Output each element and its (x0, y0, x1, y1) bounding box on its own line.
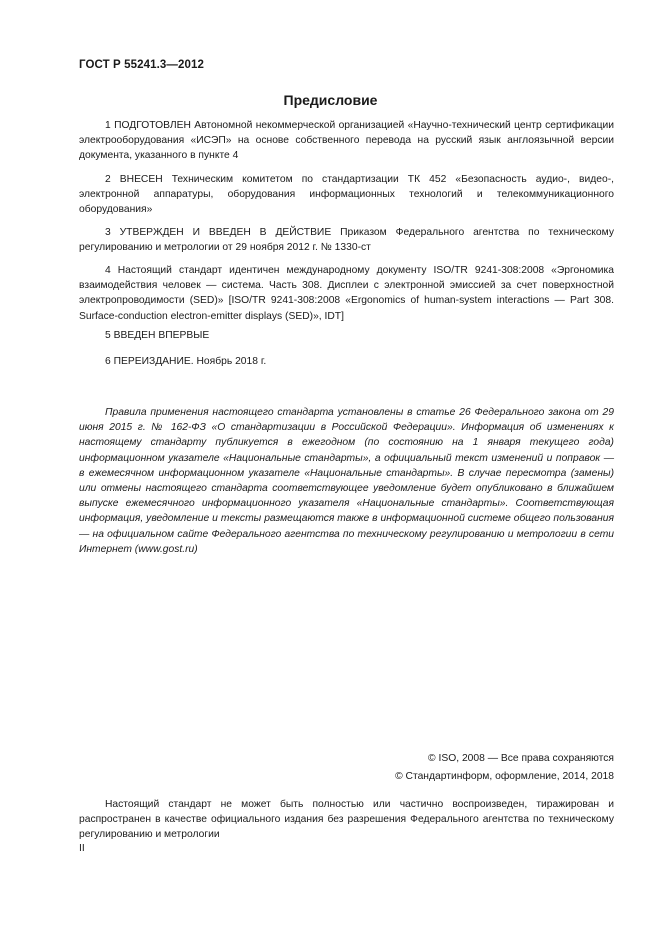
legal-notice: Правила применения настоящего стандарта установлены в статье 26 Федерального закона от 29 июня 2015 г. № 162-ФЗ «О стандартизации в Российской Федерации». Информация об изменениях к настоящему стандарту публикуется в ежегодном (по состоянию на 1 января текущего года) информационном указателе «Национальные стандарты», а официальный текст изменений и поправок — в ежемесячном информационном указателе «Национальные стандарты». В случае пересмотра (замены) или отмены настоящего стандарта соответствующее уведомление будет опубликовано в ближайшем выпуске ежемесячного информационного указателя «Национальные стандарты». Соответствующая информация, уведомление и тексты размещаются также в информационной системе общего пользования — на официальном сайте Федерального агентства по техническому регулированию и метрологии в сети Интернет (www.gost.ru) (79, 407, 614, 555)
foreword-item-3: 3 УТВЕРЖДЕН И ВВЕДЕН В ДЕЙСТВИЕ Приказом Федерального агентства по техническому регулированию и метрологии от 29 ноября 2012 г. № 1330-ст (79, 227, 614, 254)
foreword-item-2: 2 ВНЕСЕН Техническим комитетом по стандартизации ТК 452 «Безопасность аудио-, видео-, электронной аппаратуры, оборудования информационных технологий и телекоммуникационного оборудования» (79, 174, 614, 216)
reproduction-notice: Настоящий стандарт не может быть полностью или частично воспроизведен, тиражирован и распространен в качестве официального издания без разрешения Федерального агентства по техническому регулированию и метрологии (79, 799, 614, 841)
foreword-item-1: 1 ПОДГОТОВЛЕН Автономной некоммерческой организацией «Научно-технический центр сертификации электрооборудования «ИСЭП» на основе собственного перевода на русский язык англоязычной версии документа, указанного в пункте 4 (79, 120, 614, 162)
foreword-item-6: 6 ПЕРЕИЗДАНИЕ. Ноябрь 2018 г. (105, 356, 267, 367)
page-number: II (79, 843, 85, 854)
foreword-item-4: 4 Настоящий стандарт идентичен международному документу ISO/TR 9241-308:2008 «Эргономика взаимодействия человек — система. Часть 308. Дисплеи с электронной эмиссией за счет поверхностной электропроводимости (SED)» [ISO/TR 9241-308:2008 «Ergonomics of human-system interactions — Part 308. Surface-conduction electron-emitter displays (SED)», IDT] (79, 265, 614, 322)
copyright-iso: © ISO, 2008 — Все права сохраняются (428, 753, 614, 764)
document-code: ГОСТ Р 55241.3—2012 (79, 59, 204, 71)
copyright-standartinform: © Стандартинформ, оформление, 2014, 2018 (395, 771, 614, 782)
foreword-item-5: 5 ВВЕДЕН ВПЕРВЫЕ (105, 330, 210, 341)
page-title: Предисловие (283, 92, 378, 108)
